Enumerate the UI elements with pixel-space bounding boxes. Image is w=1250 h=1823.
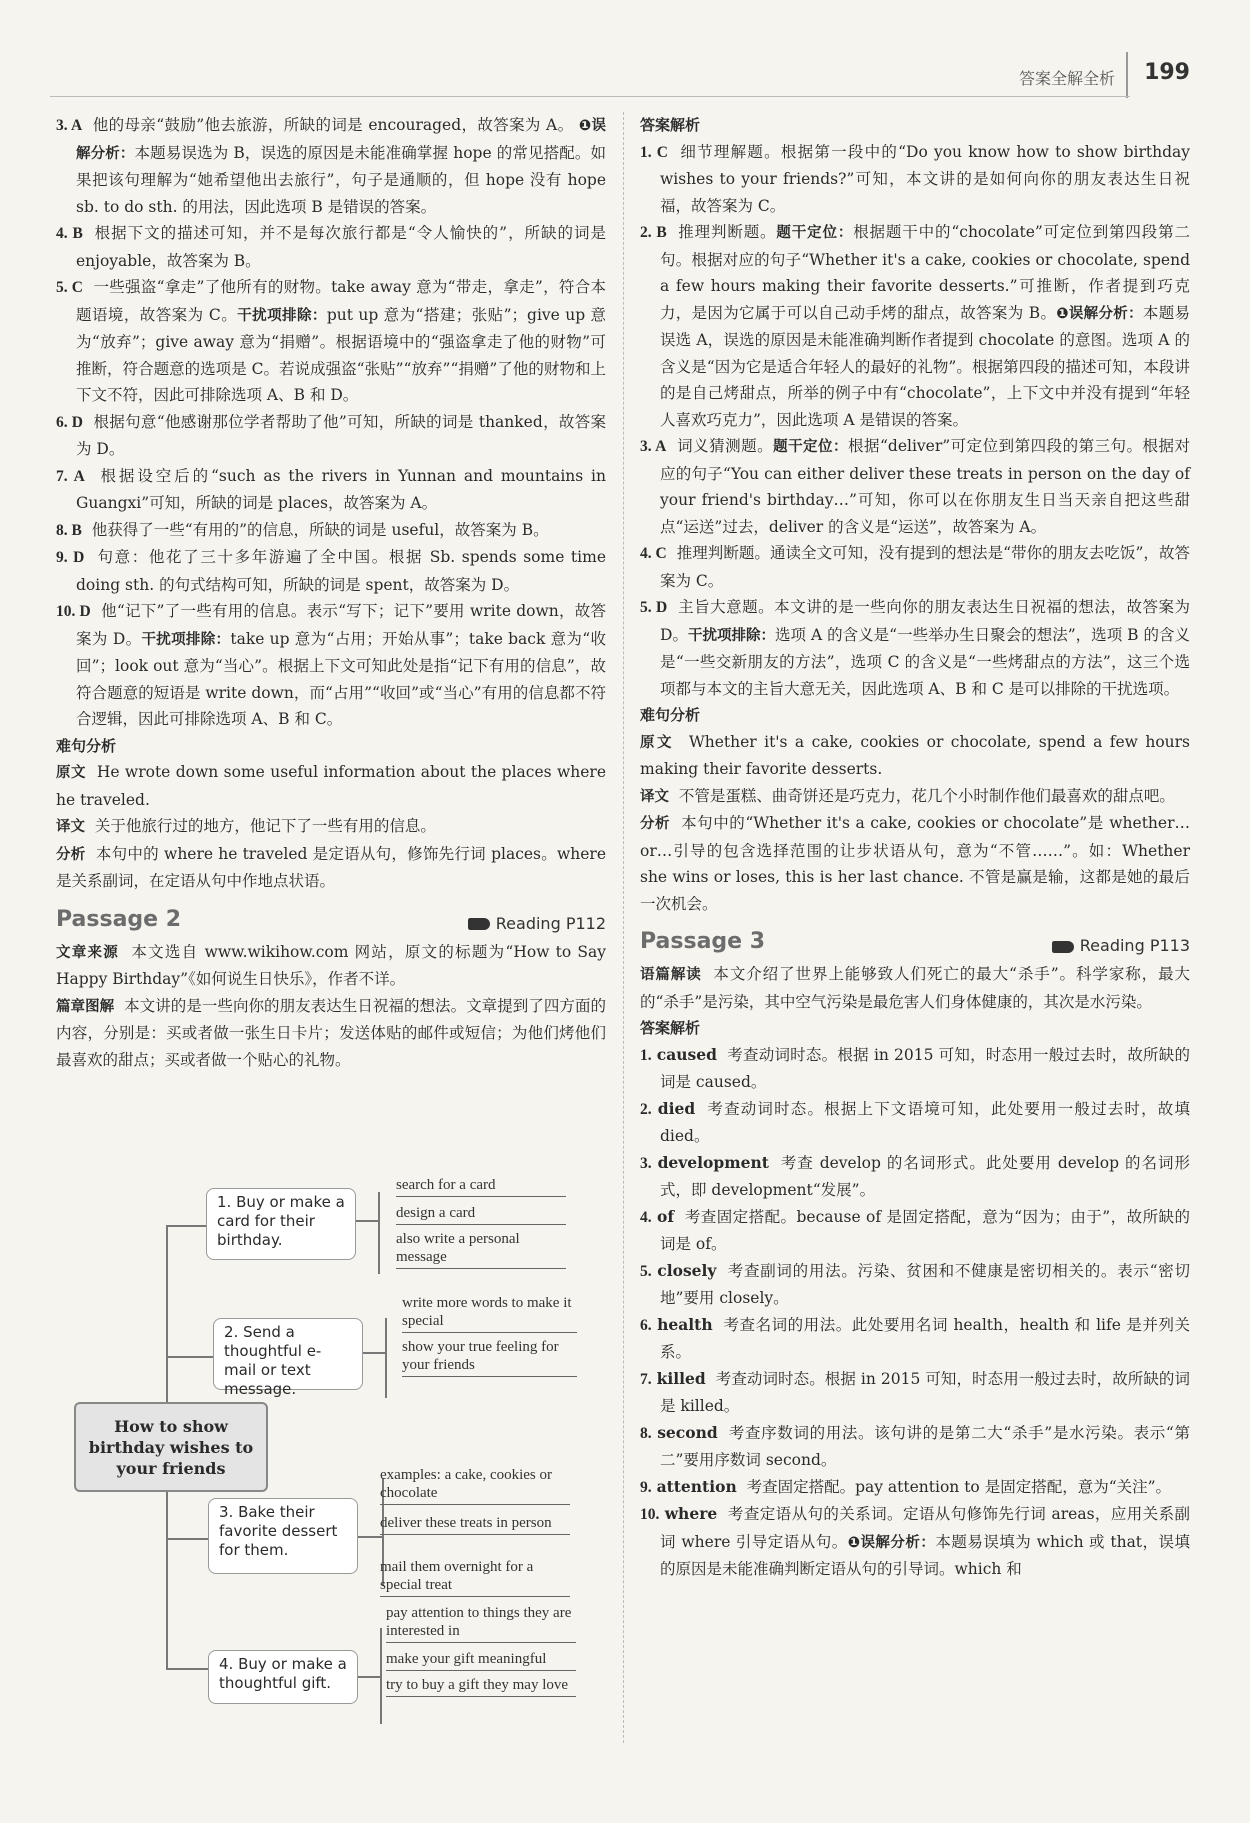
answer-item: 7. A 根据设空后的“such as the rivers in Yunnan and mountains in Guangxi”可知，所缺的词是 places，故答案为 A。 (56, 466, 606, 512)
answer-item: 8. second 考查序数词的用法。该句讲的是第二大“杀手”是水污染。表示“第二”要用序数词 second。 (640, 1422, 1190, 1469)
passage-3-answers-title: 答案解析 (640, 1019, 701, 1037)
answer-item: 4. B 根据下文的描述可知，并不是每次旅行都是“令人愉快的”，所缺的词是 enjoyable，故答案为 B。 (56, 224, 606, 270)
leaf: also write a personal message (396, 1230, 566, 1269)
answer-item: 9. D 句意：他花了三十多年游遍了全中国。根据 Sb. spends some time doing sth. 的句式结构可知，所缺的词是 spent，故答案为 D。 (56, 548, 606, 594)
answer-item: 2. B 推理判断题。题干定位：根据题干中的“chocolate”可定位到第四段第二句。根据对应的句子“Whether it's a cake, cookies or chocolate, spend a few hours making their favorite desserts.”可推断，作者提到巧克力，是因为它属于可以自己动手烤的甜点，故答案为 B。❶误解分析：本题易误选 A，误选的原因是未能准确判断作者提到 chocolate 的意图。选项 A 的含义是“因为它是适合年轻人的最好的礼物”。根据第四段的描述可知，本段讲的是自己烤甜点，所举的例子中有“chocolate”，上下文中并没有提到“年轻人喜欢巧克力”，因此选项 A 是错误的答案。 (640, 223, 1191, 429)
answer-item: 10. where 考查定语从句的关系词。定语从句修饰先行词 areas，应用关系副词 where 引导定语从句。❶误解分析：本题易误填为 which 或 that，误填的原因是未能准确判断定语从句的引导词。which 和 (640, 1504, 1190, 1578)
branch-4: 4. Buy or make a thoughtful gift. (208, 1650, 358, 1704)
column-divider (623, 112, 624, 1743)
leaf: write more words to make it special (402, 1294, 577, 1333)
connector (358, 1536, 382, 1538)
answer-item: 7. killed 考查动词时态。根据 in 2015 可知，时态用一般过去时，故所缺的词是 killed。 (640, 1368, 1191, 1415)
answer-item: 8. B 他获得了一些“有用的”的信息，所缺的词是 useful，故答案为 B。 (56, 520, 549, 539)
passage-2-title: Passage 2 (56, 906, 182, 932)
leaf: examples: a cake, cookies or chocolate (380, 1466, 570, 1505)
hard-original: 原文 Whether it's a cake, cookies or chocolate, spend a few hours making their favorite desserts. (640, 732, 1191, 778)
answer-item: 3. A 词义猜测题。题干定位：根据“deliver”可定位到第四段的第三句。根据对应的句子“You can either deliver these treats in person on the day of your friend's birthday…”可知，你可以在你朋友生日当天亲自把这些甜点“运送”过去，deliver 的含义是“运送”，故答案为 A。 (640, 437, 1190, 536)
hard-sentence-title: 难句分析 (640, 706, 701, 724)
passage-2-ref: Reading P112 (468, 911, 606, 938)
connector (363, 1352, 385, 1354)
answer-item: 10. D 他“记下”了一些有用的信息。表示“写下；记下”要用 write down，故答案为 D。干扰项排除：take up 意为“占用；开始从事”；take back 意为“收回”；look out 意为“当心”。根据上下文可知此处是指“记下有用的信息”，故符合题意的短语是 write down，而“占用”“收回”或“当心”有用的信息都不符合逻辑，因此可排除选项 A、B 和 C。 (56, 602, 606, 728)
connector (166, 1225, 168, 1405)
hard-sentence-title: 难句分析 (56, 736, 117, 755)
leaf: pay attention to things they are interested in (386, 1604, 576, 1643)
answers-title: 答案解析 (640, 116, 701, 134)
answer-item: 6. health 考查名词的用法。此处要用名词 health，health 和 life 是并列关系。 (640, 1314, 1190, 1361)
answer-item: 6. D 根据句意“他感谢那位学者帮助了他”可知，所缺的词是 thanked，故答案为 D。 (56, 412, 607, 458)
answer-item: 5. closely 考查副词的用法。污染、贫困和不健康是密切相关的。表示“密切地”要用 closely。 (640, 1260, 1190, 1307)
answer-item: 1. C 细节理解题。根据第一段中的“Do you know how to show birthday wishes to your friends?”可知，本文讲的是如何向你的朋友表达生日祝福，故答案为 C。 (640, 142, 1190, 215)
leaf: try to buy a gift they may love (386, 1676, 576, 1697)
answer-item: 5. D 主旨大意题。本文讲的是一些向你的朋友表达生日祝福的想法，故答案为 D。干扰项排除：选项 A 的含义是“一些举办生日聚会的想法”，选项 B 的含义是“一些交新朋友的方法”，选项 C 的含义是“一些烤甜点的方法”，这三个选项都与本文的主旨大意无关，因此选项 A、B 和 C 是可以排除的干扰选项。 (640, 598, 1190, 698)
header-divider (1126, 52, 1128, 98)
answer-item: 2. died 考查动词时态。根据上下文语境可知，此处要用一般过去时，故填 died。 (640, 1098, 1190, 1145)
page-header (50, 52, 1190, 92)
passage-3-title: Passage 3 (640, 929, 766, 954)
right-column (640, 112, 1190, 1583)
mind-map-root: How to show birthday wishes to your friends (74, 1402, 268, 1492)
passage-2-source: 文章来源 本文选自 www.wikihow.com 网站，原文的标题为“How to Say Happy Birthday”《如何说生日快乐》，作者不详。 (56, 942, 607, 988)
leaf: design a card (396, 1204, 566, 1225)
passage-3-header (640, 927, 1190, 961)
answer-item: 1. caused 考查动词时态。根据 in 2015 可知，时态用一般过去时，故所缺的词是 caused。 (640, 1044, 1190, 1091)
hard-analysis: 分析 本句中的“Whether it's a cake, cookies or chocolate”是 whether…or…引导的包含选择范围的让步状语从句，意为“不管……”。如：Whether she wins or loses, this is her last chance. 不管是赢是输，这都是她的最后一次机会。 (640, 814, 1190, 913)
connector (166, 1488, 168, 1668)
hard-original: 原文 He wrote down some useful information about the places where he traveled. (56, 763, 607, 809)
leaf: mail them overnight for a special treat (380, 1558, 570, 1597)
answer-item: 9. attention 考查固定搭配。pay attention to 是固定搭配，意为“关注”。 (640, 1476, 1172, 1496)
hard-translation: 译文 不管是蛋糕、曲奇饼还是巧克力，花几个小时制作他们最喜欢的甜点吧。 (640, 786, 1175, 805)
branch-1: 1. Buy or make a card for their birthday. (206, 1188, 356, 1260)
leaf: show your true feeling for your friends (402, 1338, 577, 1377)
connector (358, 1676, 380, 1678)
branch-3: 3. Bake their favorite dessert for them. (208, 1498, 358, 1574)
passage-2-header (56, 905, 606, 939)
left-column (56, 112, 606, 1073)
answer-item: 4. C 推理判断题。通读全文可知，没有提到的想法是“带你的朋友去吃饭”，故答案为 C。 (640, 544, 1191, 590)
mind-map (56, 1177, 596, 1740)
leaf: make your gift meaningful (386, 1650, 576, 1671)
hard-translation: 译文 关于他旅行过的地方，他记下了一些有用的信息。 (56, 817, 436, 835)
answer-item: 3. A 他的母亲“鼓励”他去旅游，所缺的词是 encouraged，故答案为 A。 ❶误解分析：本题易误选为 B，误选的原因是未能准确掌握 hope 的常见搭配。如果把该句理解为“她希望他出去旅行”，句子是通顺的，但 hope 没有 hope sb. to do sth. 的用法，因此选项 B 是错误的答案。 (56, 116, 607, 216)
answer-item: 3. development 考查 develop 的名词形式。此处要用 develop 的名词形式，即 development“发展”。 (640, 1152, 1191, 1199)
leaf: deliver these treats in person (380, 1514, 570, 1535)
header-title: 答案全解全析 (1018, 69, 1115, 88)
header-rule (50, 96, 1130, 97)
passage-3-ref: Reading P113 (1052, 933, 1190, 960)
connector (356, 1220, 378, 1222)
hard-analysis: 分析 本句中的 where he traveled 是定语从句，修饰先行词 places。where 是关系副词，在定语从句中作地点状语。 (56, 844, 607, 890)
connector (378, 1192, 380, 1274)
passage-3-intro: 语篇解读 本文介绍了世界上能够致人们死亡的最大“杀手”。科学家称，最大的“杀手”是污染，其中空气污染是最危害人们身体健康的，其次是水污染。 (640, 965, 1191, 1011)
connector (380, 1628, 382, 1724)
branch-2: 2. Send a thoughtful e-mail or text message. (213, 1318, 363, 1390)
connector (385, 1318, 387, 1398)
pointing-hand-icon (1052, 941, 1074, 953)
answer-item: 4. of 考查固定搭配。because of 是固定搭配，意为“因为；由于”，故所缺的词是 of。 (640, 1206, 1190, 1253)
pointing-hand-icon (468, 918, 490, 930)
page-number: 199 (1144, 60, 1190, 85)
answer-item: 5. C 一些强盗“拿走”了他所有的财物。take away 意为“带走，拿走”，符合本题语境，故答案为 C。干扰项排除：put up 意为“搭建；张贴”；give up 意为“放弃”；give away 意为“捐赠”。根据语境中的“强盗拿走了他的财物”可推断，符合题意的选项是 C。若说成强盗“张贴”“放弃”“捐赠”了他的财物和上下文不符，因此可排除选项 A、B 和 D。 (56, 278, 607, 404)
leaf: search for a card (396, 1176, 566, 1197)
passage-2-outline: 篇章图解 本文讲的是一些向你的朋友表达生日祝福的想法。文章提到了四方面的内容，分别是：买或者做一张生日卡片；发送体贴的邮件或短信；为他们烤他们最喜欢的甜点；买或者做一个贴心的礼物。 (56, 996, 606, 1069)
